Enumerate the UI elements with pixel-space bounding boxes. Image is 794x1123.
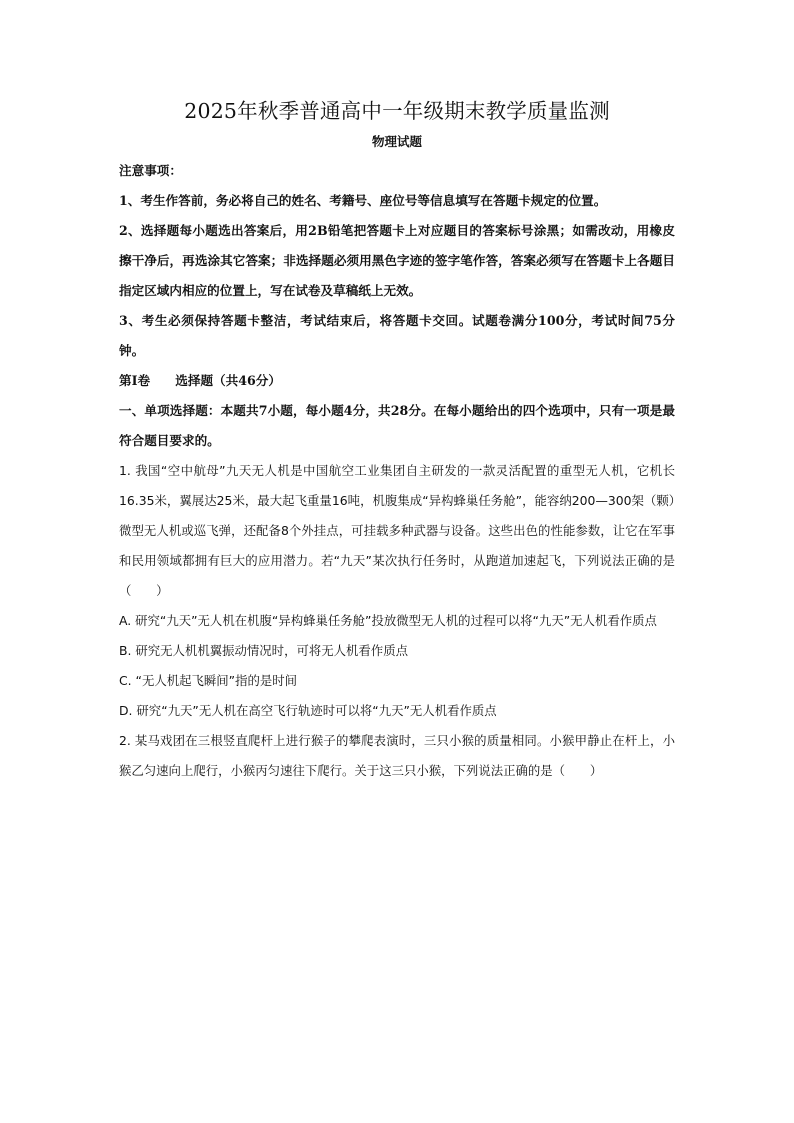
question-1	[119, 456, 675, 726]
note-item-2: 2、选择题每小题选出答案后，用2B铅笔把答题卡上对应题目的答案标号涂黑；如需改动，用橡皮擦干净后，再选涂其它答案；非选择题必须用黑色字迹的签字笔作答，答案必须写在答题卡上各题目指定区域内相应的位置上，写在试卷及草稿纸上无效。	[119, 223, 675, 298]
question-stem: 1. 我国“空中航母”九天无人机是中国航空工业集团自主研发的一款灵活配置的重型无人机，它机长16.35米，翼展达25米，最大起飞重量16吨，机腹集成“异构蜂巢任务舱”，能容纳200—300架（颗）微型无人机或巡飞弹，还配备8个外挂点，可挂载多种武器与设备。这些出色的性能参数，让它在军事和民用领域都拥有巨大的应用潜力。若“九天”某次执行任务时，从跑道加速起飞，下列说法正确的是（ ）	[119, 463, 675, 598]
notes-section	[119, 156, 675, 366]
exam-page	[119, 96, 675, 786]
exam-title: 2025年秋季普通高中一年级期末教学质量监测	[184, 99, 610, 123]
option-c: C. “无人机起飞瞬间”指的是时间	[119, 673, 298, 688]
option-a: A. 研究“九天”无人机在机腹“异构蜂巢任务舱”投放微型无人机的过程可以将“九天”无人机看作质点	[119, 613, 657, 628]
notes-heading: 注意事项：	[119, 163, 182, 178]
question-2	[119, 726, 675, 786]
exam-subtitle: 物理试题	[371, 134, 422, 149]
part-label: 第Ⅰ卷 选择题（共46分）	[119, 373, 281, 388]
note-item-3: 3、考生必须保持答题卡整洁，考试结束后，将答题卡交回。试题卷满分100分，考试时间75分钟。	[119, 313, 675, 358]
section-instructions: 一、单项选择题：本题共7小题，每小题4分，共28分。在每小题给出的四个选项中，只有一项是最符合题目要求的。	[119, 403, 675, 448]
note-item-1: 1、考生作答前，务必将自己的姓名、考籍号、座位号等信息填写在答题卡规定的位置。	[119, 193, 607, 208]
question-stem: 2. 某马戏团在三根竖直爬杆上进行猴子的攀爬表演时，三只小猴的质量相同。小猴甲静止在杆上，小猴乙匀速向上爬行，小猴丙匀速往下爬行。关于这三只小猴，下列说法正确的是（ ）	[119, 733, 675, 778]
option-b: B. 研究无人机机翼振动情况时，可将无人机看作质点	[119, 643, 408, 658]
option-d: D. 研究“九天”无人机在高空飞行轨迹时可以将“九天”无人机看作质点	[119, 703, 497, 718]
